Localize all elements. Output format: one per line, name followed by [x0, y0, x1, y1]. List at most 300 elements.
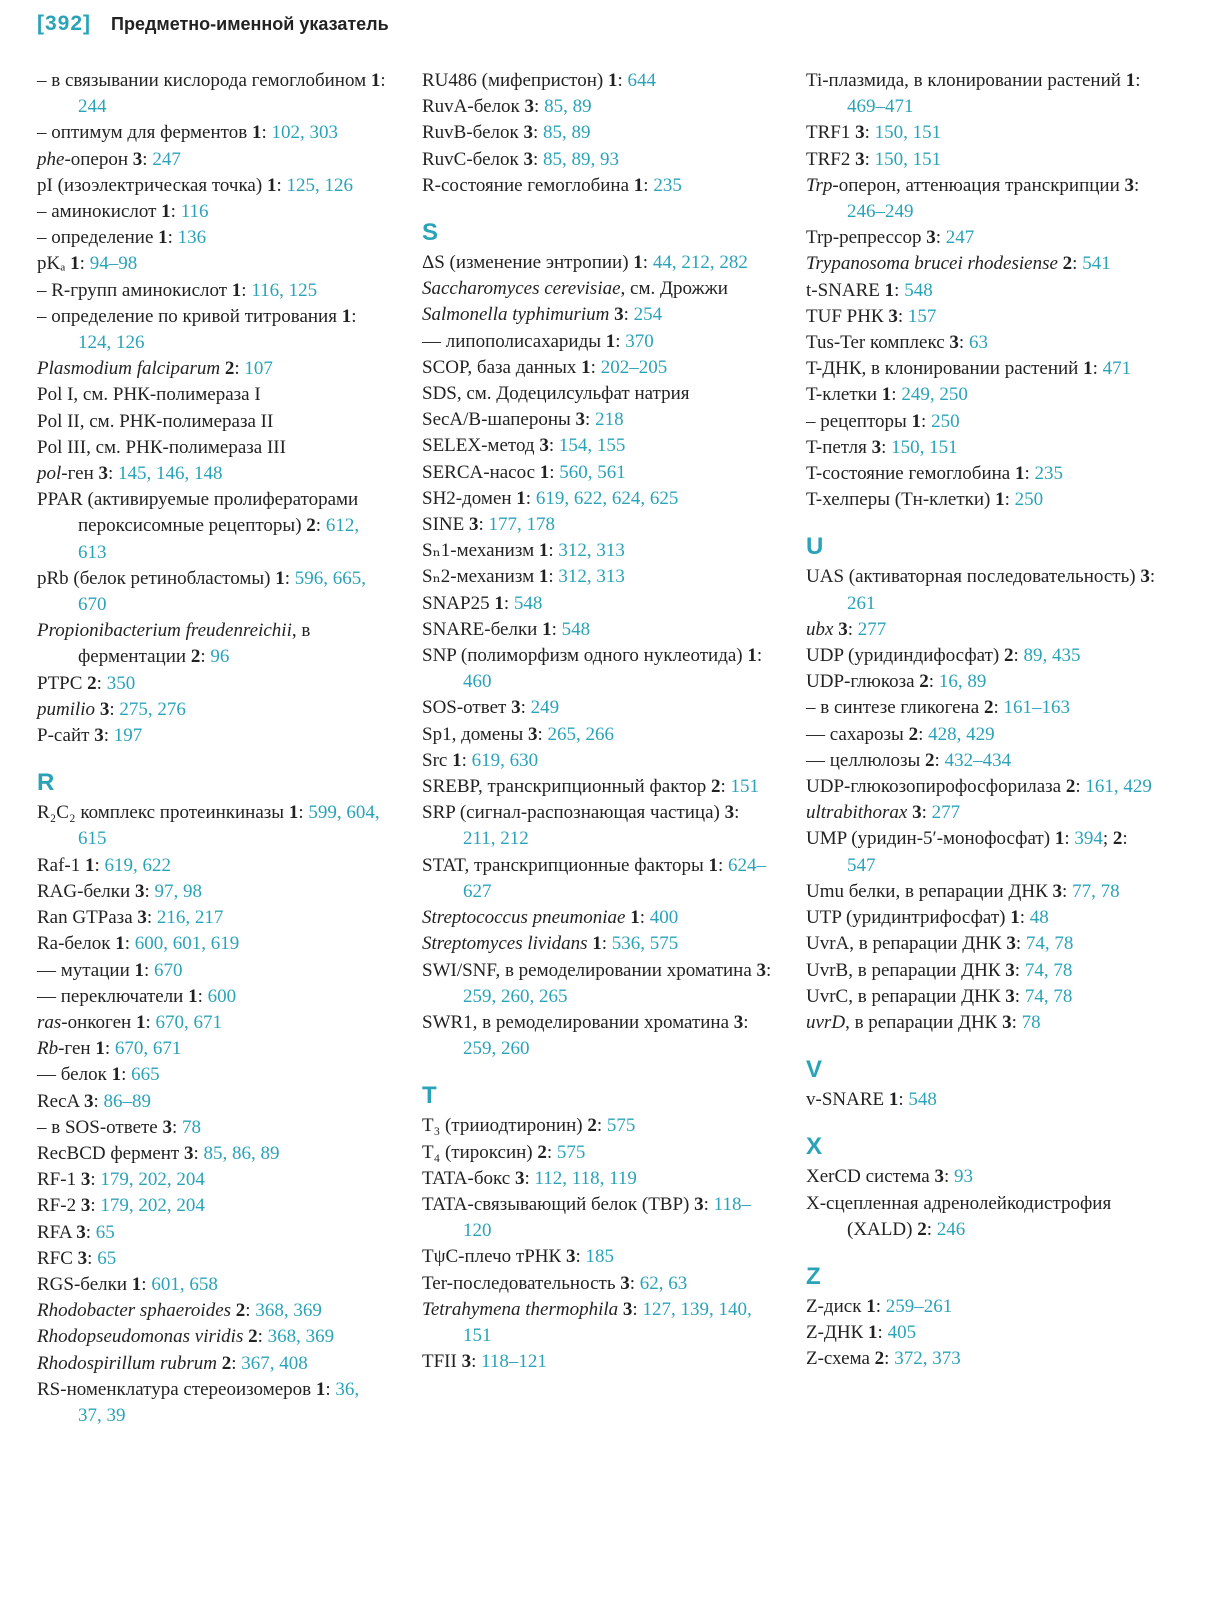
page-ref[interactable]: 136 [177, 227, 207, 249]
index-entry: pI (изоэлектрическая точка) 1: 125, 126 [37, 174, 353, 196]
page-ref[interactable]: 261 [847, 592, 876, 614]
page-ref[interactable]: 560, 561 [559, 461, 626, 483]
entry-term-suffix: -оперон, аттенюация транскрипции [832, 174, 1120, 196]
page-ref[interactable]: 665 [131, 1064, 160, 1086]
entry-term: pumilio [37, 698, 96, 720]
page-ref[interactable]: 63 [968, 332, 988, 354]
page-ref[interactable]: 127, 139, 140, 151 [463, 1298, 752, 1346]
index-entry: SNP (полиморфизм одного нуклеотида) 1: 460 [422, 645, 763, 693]
volume-number: 3 [528, 723, 538, 745]
section-letter: S [422, 219, 439, 247]
index-entry [37, 435, 387, 461]
index-entry: RAG-белки 3: 97, 98 [37, 880, 202, 902]
page-ref[interactable]: 312, 313 [558, 540, 625, 562]
index-entry: RS-номенклатура стереоизомеров 1: 36, 37, 39 [37, 1378, 360, 1426]
index-entry: Sp1, домены 3: 265, 266 [422, 723, 615, 745]
page-ref[interactable]: 74, 78 [1025, 933, 1074, 955]
index-entry: Z-диск 1: 259–261 [806, 1295, 953, 1317]
page-ref[interactable]: 575 [556, 1141, 586, 1163]
page-ref[interactable]: 211, 212 [463, 828, 529, 850]
index-entry: RuvA-белок 3: 85, 89 [422, 96, 592, 118]
volume-number: 3 [1124, 174, 1135, 196]
page-ref[interactable]: 235 [1034, 463, 1064, 485]
page-ref[interactable]: 350 [106, 672, 136, 694]
entry-term: UDP (уридиндифосфат) [806, 645, 1000, 667]
section-letter: R [37, 769, 55, 797]
page-ref[interactable]: 62, 63 [639, 1272, 688, 1294]
page-ref[interactable]: 48 [1029, 907, 1049, 929]
index-entry: Plasmodium falciparum 2: 107 [37, 358, 273, 380]
index-entry: SNARE-белки 1: 548 [422, 618, 591, 640]
index-entry: RGS-белки 1: 601, 658 [37, 1273, 218, 1295]
index-entry [37, 409, 387, 435]
page-ref[interactable]: 161, 429 [1085, 776, 1152, 798]
page-ref[interactable]: 547 [847, 854, 876, 876]
index-entry: t-SNARE 1: 548 [806, 279, 933, 301]
index-entry: R-состояние гемоглобина 1: 235 [422, 174, 682, 196]
page-ref[interactable]: 185 [585, 1246, 614, 1268]
index-entry: Ti-плазмида, в клонировании растений 1: 469–471 [806, 70, 1141, 118]
entry-term: Umu белки, в репарации ДНК [806, 880, 1048, 902]
volume-number: 2 [537, 1141, 547, 1163]
entry-term: PPAR (активируемые пролифераторами пероксисомные рецепторы) [37, 489, 359, 537]
volume-number: 1 [115, 933, 125, 955]
volume-number: 1 [539, 461, 550, 483]
volume-number: 1 [516, 487, 526, 509]
volume-number: 1 [1083, 358, 1093, 380]
page-ref[interactable]: 405 [887, 1322, 917, 1344]
page-ref[interactable]: 218 [595, 409, 624, 431]
volume-number: 1 [70, 253, 80, 275]
volume-number: 1 [1054, 828, 1065, 850]
volume-number: 3 [539, 435, 549, 457]
volume-number: 3 [949, 332, 959, 354]
volume-number: 1 [592, 933, 602, 955]
page-ref[interactable]: 244 [78, 96, 107, 118]
entry-term: R₂C₂ комплекс протеинкиназы [37, 802, 285, 824]
index-entry: UTP (уридинтрифосфат) 1: 48 [806, 907, 1049, 929]
index-entry: Raf-1 1: 619, 622 [37, 854, 172, 876]
volume-number: 1 [866, 1295, 876, 1317]
volume-number: 1 [538, 566, 549, 588]
page-ref[interactable]: 235 [653, 174, 682, 196]
page-ref[interactable]: 575 [606, 1115, 636, 1137]
page-ref[interactable]: 116, 125 [251, 279, 318, 301]
volume-number: 2 [235, 1300, 246, 1322]
entry-term: SNARE-белки [422, 618, 538, 640]
page-ref[interactable]: 370 [625, 330, 654, 352]
volume-number: 1 [542, 618, 552, 640]
page-ref[interactable]: 612, 613 [78, 515, 360, 563]
page-ref[interactable]: 151 [730, 776, 760, 798]
index-entry: T₃ (трииодтиронин) 2: 575 [422, 1115, 636, 1137]
page-ref[interactable]: 94–98 [89, 253, 138, 275]
page-ref[interactable]: 432–434 [944, 749, 1012, 771]
entry-term: T-клетки [806, 384, 878, 406]
page-ref[interactable]: 619, 622 [104, 854, 172, 876]
entry-term: Raf-1 [37, 854, 81, 876]
page-ref[interactable]: 85, 86, 89 [203, 1142, 280, 1164]
page-ref[interactable]: 150, 151 [891, 436, 958, 458]
index-entry: – оптимум для ферментов 1: 102, 303 [37, 122, 338, 144]
entry-term: ΔS (изменение энтропии) [422, 252, 629, 274]
volume-number: 1 [452, 749, 462, 771]
entry-term: t-SNARE [806, 279, 880, 301]
page-ref[interactable]: 277 [931, 802, 961, 824]
index-column-2 [422, 68, 772, 1375]
entry-term: – определение [37, 227, 154, 249]
page-ref[interactable]: 78 [1021, 1011, 1041, 1033]
entry-term-suffix: , см. Дрожжи [620, 278, 728, 300]
volume-number: 3 [162, 1116, 172, 1138]
page-ref[interactable]: 249 [530, 697, 560, 719]
page-ref[interactable]: 368, 369 [255, 1300, 322, 1322]
entry-term: ultrabithorax [806, 802, 908, 824]
page-ref[interactable]: 125, 126 [286, 174, 353, 196]
page-ref[interactable]: 216, 217 [156, 907, 224, 929]
volume-number: 2 [983, 697, 994, 719]
index-entry: Rhodospirillum rubrum 2: 367, 408 [37, 1352, 308, 1374]
page-ref[interactable]: 44, 212, 282 [652, 252, 748, 274]
page-ref[interactable]: 246–249 [847, 201, 914, 223]
index-entry: SNAP25 1: 548 [422, 592, 543, 614]
page-ref[interactable]: 624–627 [463, 854, 767, 902]
page-ref[interactable]: 277 [857, 618, 887, 640]
entry-term: pI (изоэлектрическая точка) [37, 174, 263, 196]
volume-number: 3 [99, 698, 110, 720]
entry-term: RF-1 [37, 1169, 77, 1191]
entry-term: TRF2 [806, 148, 851, 170]
entry-term: SDS, см. Додецилсульфат натрия [422, 383, 690, 405]
index-entry: T-клетки 1: 249, 250 [806, 384, 968, 406]
page-ref[interactable]: 619, 622, 624, 625 [535, 487, 679, 509]
entry-term: Plasmodium falciparum [37, 358, 221, 380]
entry-term: UDP-глюкозопирофосфорилаза [806, 776, 1062, 798]
entry-term: SREBP, транскрипционный фактор [422, 776, 707, 798]
index-entry: Trp-оперон, аттенюация транскрипции 3: 246–249 [806, 174, 1140, 223]
page-ref[interactable]: 548 [904, 279, 933, 301]
page-ref[interactable]: 600 [207, 985, 237, 1007]
entry-term: T₄ (тироксин) [422, 1141, 533, 1163]
volume-number: 3 [871, 436, 882, 458]
page-ref[interactable]: 93 [954, 1166, 974, 1188]
page-ref[interactable]: 16, 89 [938, 671, 987, 693]
index-entry: Sₙ2-механизм 1: 312, 313 [422, 566, 625, 588]
page-ref[interactable]: 102, 303 [271, 122, 338, 144]
page-ref[interactable]: 112, 118, 119 [534, 1167, 637, 1189]
page-ref[interactable]: 85, 89, 93 [543, 148, 620, 170]
section-letter: Z [806, 1262, 821, 1290]
volume-number: 2 [1112, 828, 1123, 850]
page-ref[interactable]: 265, 266 [547, 723, 615, 745]
page-ref[interactable]: 177, 178 [488, 514, 556, 536]
index-entry: Z-схема 2: 372, 373 [806, 1348, 961, 1370]
entry-term: – аминокислот [37, 201, 157, 223]
page-ref[interactable]: 548 [513, 592, 543, 614]
page-ref[interactable]: 250 [1014, 489, 1044, 511]
index-entry: SH2-домен 1: 619, 622, 624, 625 [422, 487, 679, 509]
index-entry: PTPC 2: 350 [37, 672, 136, 694]
index-entry: UDP (уридиндифосфат) 2: 89, 435 [806, 645, 1081, 667]
volume-number: 3 [83, 1090, 94, 1112]
page-ref[interactable]: 259, 260 [463, 1038, 530, 1060]
index-entry: Streptococcus pneumoniae 1: 400 [422, 907, 679, 929]
page-ref[interactable]: 197 [113, 725, 143, 747]
index-entry: SELEX-метод 3: 154, 155 [422, 435, 626, 457]
index-entry: pol-ген 3: 145, 146, 148 [37, 463, 223, 485]
index-entry: UvrC, в репарации ДНК 3: 74, 78 [806, 985, 1073, 1007]
page-ref[interactable]: 154, 155 [558, 435, 626, 457]
entry-term: Ran GTPаза [37, 907, 133, 929]
volume-number: 1 [884, 279, 895, 301]
page-ref[interactable]: 541 [1082, 253, 1111, 275]
page-ref[interactable]: 202–205 [600, 356, 668, 378]
page-ref[interactable]: 254 [633, 304, 663, 326]
entry-term: RF-2 [37, 1195, 77, 1217]
entry-term: Salmonella typhimurium [422, 304, 610, 326]
entry-term: RAG-белки [37, 880, 131, 902]
index-entry: –– белок 1: 665 [37, 1064, 160, 1086]
entry-term: Streptococcus pneumoniae [422, 907, 626, 929]
entry-term: Pol I, см. РНК-полимераза I [37, 384, 261, 406]
page-ref[interactable]: 36, 37, 39 [78, 1378, 360, 1426]
page-ref[interactable]: 150, 151 [874, 148, 942, 170]
index-entry: v-SNARE 1: 548 [806, 1089, 937, 1111]
entry-term: Tetrahymena thermophila [422, 1298, 619, 1320]
volume-number: 3 [622, 1298, 633, 1320]
entry-term: – определение по кривой титрования [37, 305, 337, 327]
entry-term: Sp1, домены [422, 723, 524, 745]
page-ref[interactable]: 394 [1074, 828, 1103, 850]
index-entry: Rb-ген 1: 670, 671 [37, 1038, 182, 1060]
entry-term: T-ДНК, в клонировании растений [806, 358, 1079, 380]
page-ref[interactable]: 96 [210, 646, 230, 668]
entry-term: SecA/B-шапероны [422, 409, 571, 431]
page-ref[interactable]: 259, 260, 265 [463, 985, 568, 1007]
index-entry: RFC 3: 65 [37, 1247, 117, 1269]
index-column-1 [37, 68, 387, 1429]
page-ref[interactable]: 400 [649, 907, 679, 929]
page-ref[interactable]: 89, 435 [1023, 645, 1081, 667]
page-ref[interactable]: 599, 604, 615 [78, 802, 380, 850]
page-ref[interactable]: 250 [931, 410, 960, 432]
page-ref[interactable]: 78 [182, 1116, 202, 1138]
page-ref[interactable]: 145, 146, 148 [118, 463, 223, 485]
index-entry: – в связывании кислорода гемоглобином 1: 244 [37, 70, 386, 118]
entry-term: Pol III, см. РНК-полимераза III [37, 436, 286, 458]
page-ref[interactable]: 118–121 [481, 1351, 547, 1373]
volume-number: 3 [468, 514, 479, 536]
volume-number: 1 [747, 645, 757, 667]
entry-term: UTP (уридинтрифосфат) [806, 907, 1006, 929]
index-entry: TRF1 3: 150, 151 [806, 122, 942, 144]
volume-number: 2 [711, 776, 721, 798]
page-ref[interactable]: 368, 369 [267, 1326, 335, 1348]
page-ref[interactable]: 116 [180, 201, 209, 223]
index-entry: TATA-бокс 3: 112, 118, 119 [422, 1167, 637, 1189]
entry-term: Src [422, 749, 448, 771]
volume-number: 3 [1005, 959, 1015, 981]
entry-term: pol [37, 463, 62, 485]
index-entry: T-петля 3: 150, 151 [806, 436, 958, 458]
entry-term: Sₙ2-механизм [422, 566, 535, 588]
page-ref[interactable]: 85, 89 [544, 96, 592, 118]
page-ref[interactable]: 97, 98 [154, 880, 202, 902]
index-entry: Salmonella typhimurium 3: 254 [422, 304, 663, 326]
page-ref[interactable]: 428, 429 [928, 723, 995, 745]
entry-term: Rhodopseudomonas viridis [37, 1326, 244, 1348]
index-entry: SCOP, база данных 1: 202–205 [422, 356, 668, 378]
index-entry [37, 382, 387, 408]
entry-term: T-состояние гемоглобина [806, 463, 1011, 485]
entry-term: SH2-домен [422, 487, 512, 509]
volume-number: 3 [77, 1247, 88, 1269]
page-ref[interactable]: 275, 276 [119, 698, 186, 720]
index-entry: Tetrahymena thermophila 3: 127, 139, 140, 151 [422, 1298, 752, 1346]
index-entry: Tus-Ter комплекс 3: 63 [806, 332, 988, 354]
page-ref[interactable]: 107 [244, 358, 273, 380]
page-ref[interactable]: 65 [95, 1221, 115, 1243]
index-entry: Rhodopseudomonas viridis 2: 368, 369 [37, 1326, 335, 1348]
entry-term: SNAP25 [422, 592, 490, 614]
entry-term-suffix: -ген [61, 463, 94, 485]
page-ref[interactable]: 77, 78 [1072, 880, 1120, 902]
entry-term: SWR1, в ремоделировании хроматина [422, 1011, 730, 1033]
entry-term-suffix: , в репарации ДНК [845, 1011, 998, 1033]
index-entry: uvrD, в репарации ДНК 3: 78 [806, 1011, 1041, 1033]
index-entry: RuvB-белок 3: 85, 89 [422, 122, 591, 144]
volume-number: 3 [694, 1193, 704, 1215]
page-ref[interactable]: 548 [561, 618, 591, 640]
page-ref[interactable]: 179, 202, 204 [100, 1169, 205, 1191]
volume-number: 3 [461, 1351, 472, 1373]
index-entry: T-хелперы (Tн-клетки) 1: 250 [806, 489, 1044, 511]
page-ref[interactable]: 644 [627, 70, 657, 91]
volume-number: 3 [614, 304, 624, 326]
volume-number: 1 [370, 70, 381, 91]
index-entry: SERCA-насос 1: 560, 561 [422, 461, 626, 483]
page-ref[interactable]: 65 [97, 1247, 117, 1269]
index-entry: UDP-глюкозопирофосфорилаза 2: 161, 429 [806, 776, 1152, 798]
index-entry: SINE 3: 177, 178 [422, 514, 556, 536]
entry-term: Pol II, см. РНК-полимераза II [37, 410, 274, 432]
index-entry: –– целлюлозы 2: 432–434 [806, 749, 1012, 771]
entry-term: Sₙ1-механизм [422, 540, 535, 562]
page-ref[interactable]: 259–261 [885, 1295, 953, 1317]
index-entry: Src 1: 619, 630 [422, 749, 539, 771]
entry-term: SWI/SNF, в ремоделировании хроматина [422, 959, 752, 981]
page-ref[interactable]: 670 [154, 959, 183, 981]
page-ref[interactable]: 596, 665, 670 [78, 567, 367, 616]
volume-number: 1 [111, 1064, 122, 1086]
page-ref[interactable]: 548 [908, 1089, 937, 1111]
page-ref[interactable]: 74, 78 [1024, 959, 1073, 981]
page-ref[interactable]: 247 [152, 148, 181, 170]
index-entry: Streptomyces lividans 1: 536, 575 [422, 933, 679, 955]
volume-number: 1 [605, 330, 616, 352]
volume-number: 3 [838, 618, 848, 640]
index-entry: pumilio 3: 275, 276 [37, 698, 186, 720]
page-ref[interactable]: 246 [936, 1218, 966, 1240]
page-ref[interactable]: 536, 575 [611, 933, 679, 955]
volume-number: 1 [1125, 70, 1136, 91]
volume-number: 3 [1002, 1011, 1012, 1033]
volume-number: 1 [95, 1038, 105, 1060]
volume-number: 3 [80, 1195, 91, 1217]
index-entry: P-сайт 3: 197 [37, 725, 143, 747]
volume-number: 3 [514, 1167, 525, 1189]
index-entry: T-состояние гемоглобина 1: 235 [806, 463, 1064, 485]
page-ref[interactable]: 247 [945, 227, 975, 249]
page-ref[interactable]: 372, 373 [894, 1348, 961, 1370]
page-ref[interactable]: 179, 202, 204 [100, 1195, 205, 1217]
volume-number: 3 [523, 122, 533, 144]
page-ref[interactable]: 85, 89 [543, 122, 591, 144]
page-ref[interactable]: 471 [1102, 358, 1132, 380]
page-ref[interactable]: 619, 630 [471, 749, 539, 771]
index-entry: UvrB, в репарации ДНК 3: 74, 78 [806, 959, 1073, 981]
index-entry: ultrabithorax 3: 277 [806, 802, 961, 824]
volume-number: 3 [756, 959, 767, 981]
index-entry: –– липополисахариды 1: 370 [422, 330, 654, 352]
page-ref[interactable]: 312, 313 [558, 566, 625, 588]
volume-number: 3 [80, 1169, 91, 1191]
page-ref[interactable]: 367, 408 [241, 1352, 308, 1374]
page-ref[interactable]: 157 [907, 305, 937, 327]
volume-number: 3 [733, 1011, 744, 1033]
page-ref[interactable]: 670, 671 [114, 1038, 182, 1060]
index-entry: ubx 3: 277 [806, 618, 887, 640]
volume-number: 1 [607, 70, 618, 91]
page-ref[interactable]: 86–89 [103, 1090, 151, 1112]
entry-term-suffix: -ген [58, 1038, 91, 1060]
entry-term: SCOP, база данных [422, 356, 577, 378]
page-ref[interactable]: 469–471 [847, 96, 914, 118]
volume-number: 1 [888, 1089, 899, 1111]
index-entry [422, 276, 772, 302]
entry-term: Ter-последовательность [422, 1272, 616, 1294]
entry-term: uvrD [806, 1011, 846, 1033]
page-ref[interactable]: 150, 151 [874, 122, 942, 144]
volume-number: 1 [633, 174, 644, 196]
page-ref[interactable]: 124, 126 [78, 332, 145, 354]
page-ref[interactable]: 600, 601, 619 [134, 933, 240, 955]
page-ref[interactable]: 601, 658 [151, 1273, 218, 1295]
index-entry: RF-1 3: 179, 202, 204 [37, 1169, 205, 1191]
volume-number: 2 [224, 358, 235, 380]
page-ref[interactable]: 460 [463, 671, 492, 693]
entry-term: X-сцепленная адренолейкодистрофия (XALD) [806, 1192, 1112, 1240]
index-entry [422, 381, 772, 407]
entry-term: P-сайт [37, 725, 90, 747]
page-ref[interactable]: 118–120 [463, 1193, 751, 1242]
index-entry: R₂C₂ комплекс протеинкиназы 1: 599, 604, 615 [37, 802, 380, 850]
volume-number: 1 [161, 201, 171, 223]
page-ref[interactable]: 670, 671 [155, 1011, 222, 1033]
entry-term: Rb [37, 1038, 59, 1060]
page-ref[interactable]: 161–163 [1003, 697, 1070, 719]
volume-number: 1 [315, 1378, 326, 1400]
index-entry: TUF РНК 3: 157 [806, 305, 937, 327]
page-ref[interactable]: 74, 78 [1024, 985, 1073, 1007]
volume-number: 3 [1006, 933, 1016, 955]
entry-term: –– мутации [37, 959, 130, 981]
page-ref[interactable]: 249, 250 [901, 384, 968, 406]
index-entry: TRF2 3: 150, 151 [806, 148, 942, 170]
index-entry: –– сахарозы 2: 428, 429 [806, 723, 995, 745]
entry-term: –– сахарозы [806, 723, 904, 745]
index-entry: Rhodobacter sphaeroides 2: 368, 369 [37, 1300, 322, 1322]
